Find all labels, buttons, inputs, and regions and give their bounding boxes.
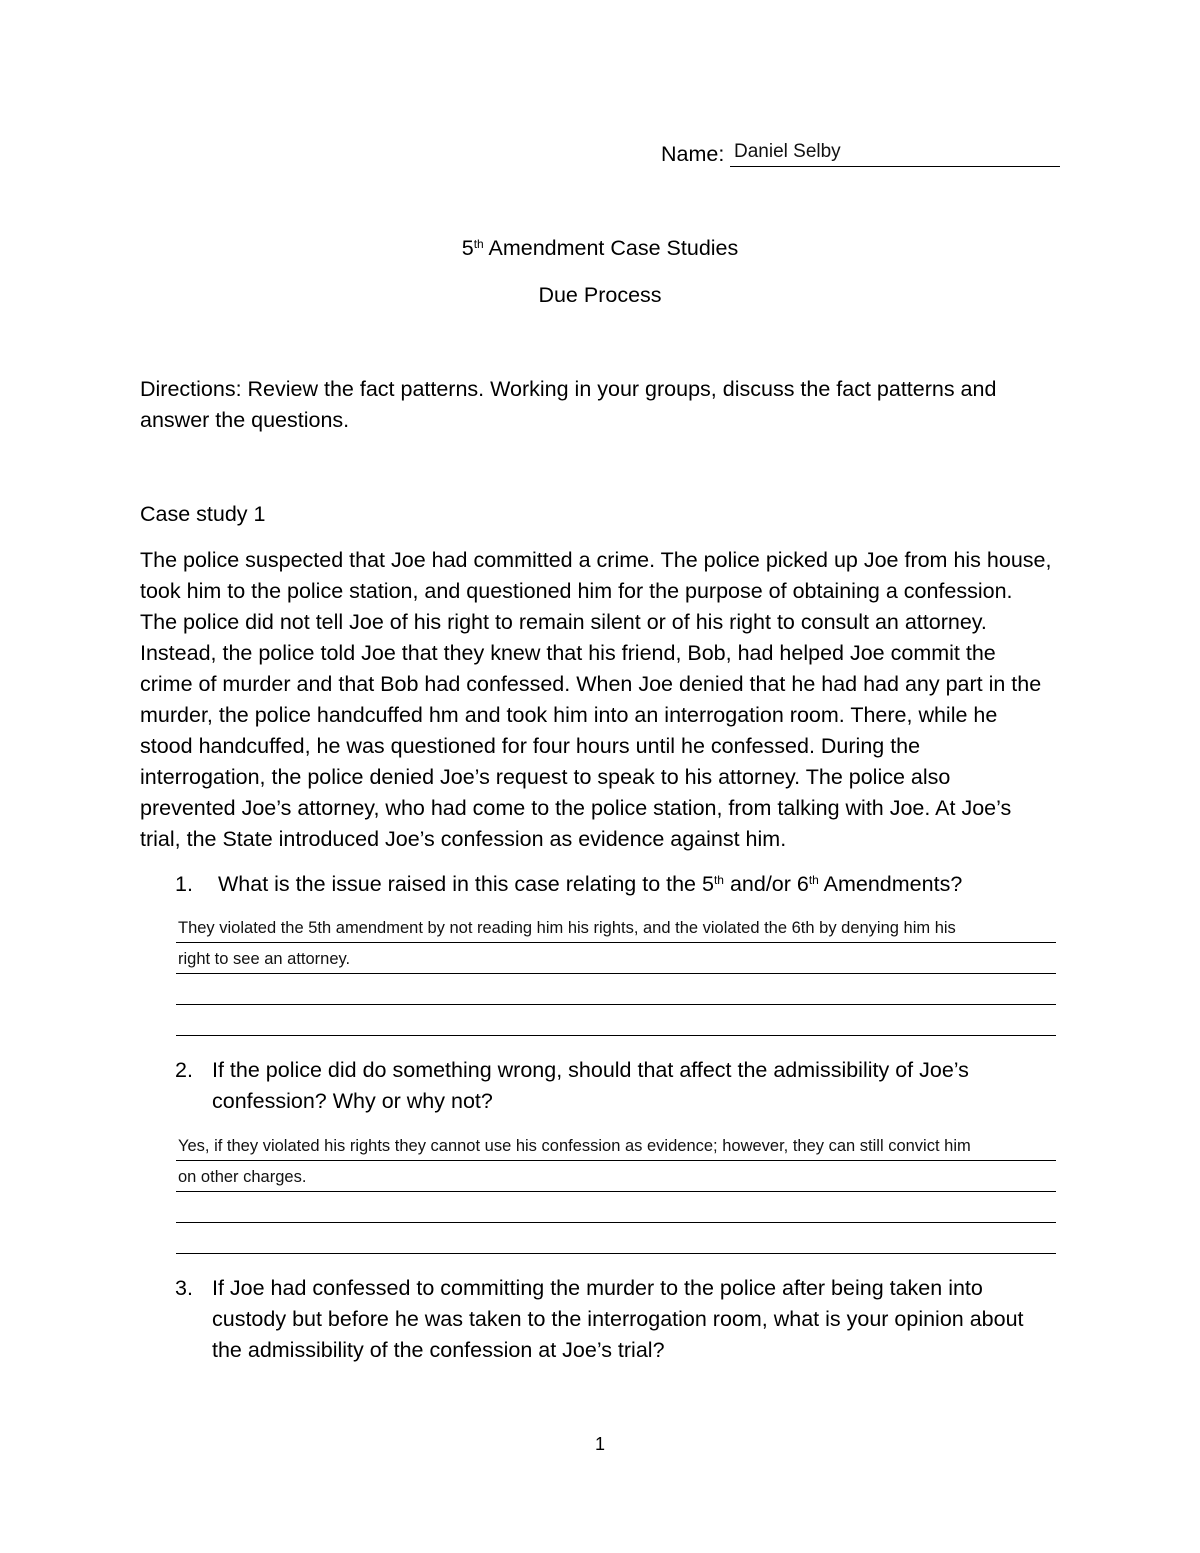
directions-text: Directions: Review the fact patterns. Working in your groups, discuss the fact patterns and answer the questions. [140,377,997,432]
page-number: 1 [594,1434,605,1454]
name-label: Name: [661,142,725,166]
answer-line [176,973,1056,974]
page-subtitle: Due Process [538,283,662,307]
answer-line [176,1253,1056,1254]
answer-line [176,1035,1056,1036]
question-1-number: 1. [175,872,193,896]
name-underline [730,166,1060,167]
question-2-text: If the police did do something wrong, should that affect the admissibility of Joe’s confession? Why or why not? [212,1058,969,1113]
question-1-text: What is the issue raised in this case relating to the 5th and/or 6th Amendments? [218,872,963,896]
answer-line [176,1222,1056,1223]
question-3-number: 3. [175,1276,193,1300]
answer-2-line-2[interactable]: on other charges. [178,1168,307,1186]
answer-1-line-2[interactable]: right to see an attorney. [178,950,351,968]
question-3-text: If Joe had confessed to committing the murder to the police after being taken into custody but before he was taken to the interrogation room, what is your opinion about the admissibility of the confession at Joe’s trial? [212,1276,1024,1362]
case-study-paragraph: The police suspected that Joe had committed a crime. The police picked up Joe from his house, took him to the police station, and questioned him for the purpose of obtaining a confession. The police did not tell Joe of his right to remain silent or of his right to consult an attorney. Instead, the police told Joe that they knew that his friend, Bob, had helped Joe commit the crime of murder and that Bob had confessed. When Joe denied that he had had any part in the murder, the police handcuffed hm and took him into an interrogation room. There, while he stood handcuffed, he was questioned for four hours until he confessed. During the interrogation, the police denied Joe’s request to speak to his attorney. The police also prevented Joe’s attorney, who had come to the police station, from talking with Joe. At Joe’s trial, the State introduced Joe’s confession as evidence against him. [140,548,1052,851]
answer-1-line-1[interactable]: They violated the 5th amendment by not reading him his rights, and the violated the 6th by denying him his [178,919,956,937]
answer-line [176,1191,1056,1192]
case-study-heading: Case study 1 [140,502,266,526]
answer-line [176,942,1056,943]
page-title: 5th Amendment Case Studies [461,236,739,260]
answer-line [176,1160,1056,1161]
answer-line [176,1004,1056,1005]
answer-2-line-1[interactable]: Yes, if they violated his rights they cannot use his confession as evidence; however, they can still convict him [178,1137,971,1155]
question-2-number: 2. [175,1058,193,1082]
name-field[interactable]: Daniel Selby [734,141,841,162]
